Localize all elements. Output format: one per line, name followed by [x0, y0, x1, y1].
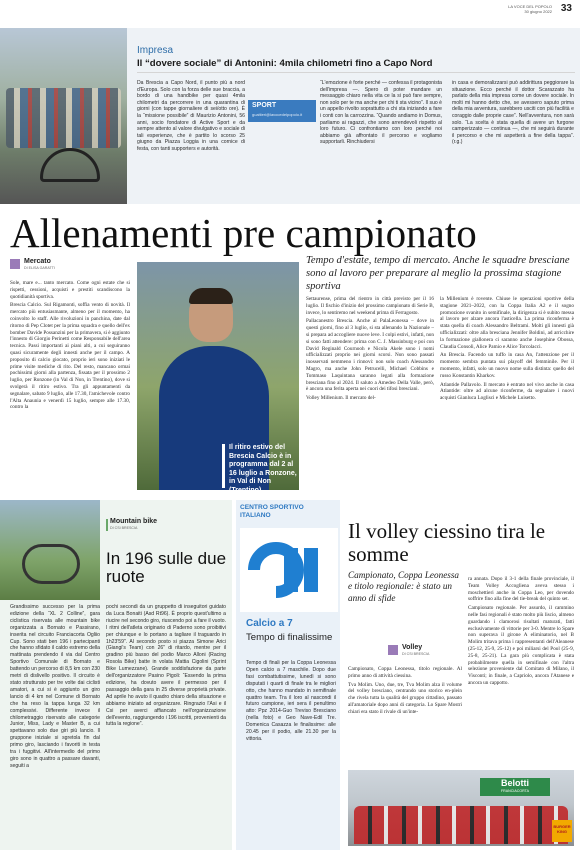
- crowd-shape: [6, 88, 121, 148]
- mtb-photo: [0, 500, 100, 600]
- mtb-section-label: Mountain bike: [110, 518, 158, 525]
- sport-email: gualtieri@lavocedelpopolo.it: [252, 112, 303, 117]
- volley-col2-p1: ra annata. Dopo il 3-1 della finale provinciale, il Team Volley Accogliena aveva stesso i moschettieri anche in Coppa Leo, per dovendo soffrire fino alla fine del tie-break del quinto set.: [468, 576, 574, 603]
- volley-col1: [348, 666, 462, 766]
- main-standfirst: Tempo d'estate, tempo di mercato. Anche le squadre bresciane sono al lavoro per preparare al meglio la prossima stagione sportiva: [306, 255, 570, 292]
- photo-caption: Il ritiro estivo del Brescia Calcio è in programma dal 2 al 16 luglio a Ronzone, in Val di Non (Trentino): [229, 444, 297, 494]
- caption-marker-icon: [222, 444, 225, 488]
- top-article: [0, 28, 580, 204]
- page-header: [470, 3, 574, 17]
- coach-hair: [189, 288, 233, 304]
- handbike-photo: [0, 28, 127, 204]
- top-col3: in casa e demoralizzarsi può addirittura peggiorare la situazione. Ecco perché il dottor Scarazzato ha parlato della mia impresa come un dovere sociale. In molti mi hanno detto che, se avessero saputo prima della mia avventura, sarebbero usciti con più facilità e coraggio dalle proprie case”. Nell'avventura, non sarà solo. “La scelta è stata quella di avere un furgone camperizzato — continua —, che mi seguirà durante il percorso e che mi aspetterà a fine della tappa”. (r.g.): [452, 80, 574, 146]
- main-col1-p2: Brescia Calcio. Sul Rigamonti, soffia vento di novità. Il mercato più entusiasmante, almeno per il momento, ha coinvolto lo staff. Alle rivoluzioni in panchina, date dal ritorno di Pep Clotet per la prima squadra e quello dell'ex bomber Davide Possanzini per la primavera, si è aggiunto l'innesto di Giorgio Perinetti come Responsabile dell'area tecnica. Passi importanti ai piani alti, a cui seguiranno quasi sicuramente degli innesti anche per il campo. A proposito di calcio giocato, proprio ieri sono iniziati le prime visite mediche di rito. Del resto, mancano ormai pochissimi giorni alla partenza, fissata per il prossimo 2 luglio, per Ronzone (in Val di Non, in Trentino), dove si svolgerà il ritiro estivo. Tra gli appuntamenti da segnalare, sabato 9 luglio, alle 17.30, l'amichevole contro l'Alta Anaunia e venerdì 15 luglio, sempre alle 17.30, contro la: [10, 302, 130, 411]
- csi-badge: CENTRO SPORTIVO ITALIANO: [240, 504, 304, 519]
- volley-standfirst: Campionato, Coppa Leonessa e titolo regionale: è stato un anno di sfide: [348, 570, 460, 603]
- players-row: [354, 806, 568, 844]
- csi-logo-area: [240, 528, 338, 612]
- burger-king-sign: BURGER KING: [552, 820, 572, 842]
- sponsor-banner-text: Belotti: [501, 778, 529, 788]
- mtb-col1: Grandissimo successo per la prima edizione della “XL 2 Colline”, gara ciclistica riservata alle mountain bike organizzata a Bornato e Passirano, inserita nel circuito Franciacorta Ogliio Cup. Sono stati ben 196 i partecipanti che hanno sfidato il caldo estremo della mattinata prendendo il via dal Centro Sportivo Comunale di Bornato e battendo un percorso di 8,5 km con 230 metri di dislivello positivo. Il circuito è stato strutturato per tre volte dai ciclisti amatori, a cui si è aggiunto un giro lancio di 4 km nel Comune di Bornato che ha reso la tappa lunga 32 km complessivi. Differente invece il chilometraggio riservato alle categorie Junior, Miss, Lady e Master B, a cui spettavano solo due giri più lancio. Il gruppone iniziale si sgretola fin dal primo giro, lasciando i favoriti in testa tra i fuggitivi. All'intermedio del primo giro sono in quattro a passare davanti, seguiti a: [10, 604, 100, 769]
- mtb-marker-icon: [106, 519, 108, 531]
- volley-section-label: Volley: [402, 644, 423, 651]
- csi-logo-icon: [240, 528, 338, 612]
- mercato-section: [10, 258, 140, 272]
- volley-marker-icon: [388, 645, 398, 655]
- volley-section: [388, 644, 468, 658]
- mtb-byline: DI CSI BRESCIA: [110, 526, 138, 530]
- sponsor-banner: [480, 778, 550, 796]
- top-divider: [137, 72, 575, 73]
- top-col2: “L'emozione è forte perché — confessa il protagonista dell'impresa —. Spero di poter mandare un messaggio chiaro nella vita ce la si può fare sempre, non solo per te ma anche per chi ti sta vicino”. Il suo è un appello rivolto soprattutto a chi sta iniziando a fare i conti con la carrozzina. “Quando andiamo in Domus, parliamo ai ragazzi, che sono arrendevoli rispetto al loro futuro. Ci confrontiamo con loro perché noi abbiamo già affrontato il percorso e vogliamo supportarli. Rinchiudersi: [320, 80, 442, 146]
- volley-col2: [468, 576, 574, 766]
- top-col1: Da Brescia a Capo Nord, il punto più a nord d'Europa. Solo con la forza delle sue braccia, a bordo di una handbike per quasi 4mila chilometri da percorrere in una quarantina di giorni (con tappe giornaliere di sei/otto ore). È la “missione possibile” di Maurizio Antonini, 56 anni, socio fondatore di Active Sport e da sempre attento al valore divulgativo e sociale di tali esperienze, che è partito lo scorso 25 giugno da Piazza Loggia in una cornice di festa, con tanti supporters e autorità.: [137, 80, 245, 152]
- csi-subtitle: Tempo di finalissime: [246, 632, 333, 643]
- mtb-title: In 196 sulle due ruote: [106, 549, 227, 586]
- main-headline: Allenamenti pre campionato: [10, 210, 477, 256]
- volley-byline: DI CSI BRESCIA: [402, 652, 430, 656]
- main-col1-p1: Sole, mare e... tanto mercato. Come ogni estate che si rispetti, cessioni, acquisti e prestiti scandiscono la quotidianità sportiva.: [10, 280, 130, 300]
- main-col3-p1: la Millenium è rovente. Chiuse le operazioni sportive della stagione 2021–2022, con la Coppa Italia A2 e il sogno promozione svanito in semifinale, la dirigenza si è subito messa al lavoro per alzare ancora l'asticella. La prima riconferma è stata quella di coach Alessandro Beltrami. Molti gli innesti già ufficializzati: oltre alla bresciana Jennifer Boldini, ad arricchire la formazione giallonera ci saranno anche Josephine Obossa, Claudia Consoli, Alice Pamio e Alice Torcolacci.: [440, 296, 574, 350]
- volley-headline: Il volley ciessino tira le somme: [348, 519, 546, 566]
- bike-shape: [22, 544, 80, 584]
- sport-badge: [248, 100, 316, 122]
- main-col1: [10, 280, 130, 490]
- mtb-section: [106, 518, 226, 532]
- sponsor-banner-sub: FRANCIACORTA: [500, 789, 530, 793]
- main-col3-p3: Atlantide Pallavolo. Il mercato è entrato nel vivo anche in casa Atlantide: oltre ad alcune riconferme, da segnalare i nuovi acquisti Gianluca Loglisci e Michele Luisetto.: [440, 381, 574, 402]
- volley-col2-p2: Campionato regionale. Per assurdo, il cammino nelle fasi regionali è stato molto più liscio, almeno guardando i clamorosi risultati maturati, fatti esclusivamente di vittorie per 3-0. Mentre lo Spare non superava il girone A eliminatorio, nel B Molim tritava prima i rappresentanti dell'Aleanese (25-12, 25-9, 25-12) e poi miliarsi del Pool (25-9, 25-8, 25-21). La gara più complicata è stata probabilmente quella in semifinale con l'altra selezione proveniente dal Comitato di Milano, il Visconti; in finale, a Capriolo, ancora l'Atanese e ancora un cappotto.: [468, 605, 574, 686]
- main-col2-p2: Pallacanestro Brescia. Anche al PalaLeonessa – dove in questi giorni, fino al 3 luglio, si sta allenando la Nazionale – si prepara ad accogliere nuove leve. I colpi estivi, infatti, non si sono fatti attendere: prima con C. J. Massinburg e poi con David Reginald Cournooh e Nicola Akele sono i nomi ufficializzati proprio nei giorni scorsi. Non sono passati inosservati nemmeno i rinnovi: non solo coach Alessandro Magro, ma anche John Petrucelli, Michael Cobbins e Tommaso Laquintana saranno legati alla formazione bresciana fino al 2024. Il saluto a Amedeo Della Valle, però, è ancora una ferita aperta nei cuori dei tifosi bresciani.: [306, 318, 434, 393]
- top-kicker: Impresa: [137, 45, 174, 56]
- csi-title: Calcio a 7: [246, 618, 293, 629]
- mtb-col2: pochi secondi da un gruppetto di inseguitori guidato da Luca Bonaiti (Asd Rt96). È proprio quest'ultimo a riucire nel secondo giro, riuscendo poi a fare il vuoto. I ritmi dell'atleta originario di Paderno sono proibitivi per chiunque e lo portano a tagliare il traguardo in 1h23'59". Al secondo posto si piazza Simone Arici (Giangi's Team) con 26" di ritardo, mentre per il gradino più basso del podio Marco Alloni (Racing Rosola Bike) batte in volata Mattia Cigolini (Sprint Bike Lumezzane). Grande soddisfazione da parte dell'organizzatore Pasino Pigoli: “Essendo la prima edizione, ha dovuto avere il permesso per il passaggio della gara in 25 diverse proprietà private. Ad aprile ho avuto il quadro chiaro della situazione e abbiamo iniziato ad organizzare. Ringrazio l'Asi e il Csi per averci affiancato nell'organizzazione dell'evento, raggiungendo i 196 iscritti, provenienti da tutta la regione”.: [106, 604, 226, 728]
- page-number: 33: [560, 3, 572, 14]
- main-col2-p3: Volley Millenium. Il mercato del-: [306, 395, 376, 402]
- top-title: Il “dovere sociale” di Antonini: 4mila chilometri fino a Capo Nord: [137, 58, 433, 69]
- main-col2-p1: Settaurense, prima del rientro in città previsto per il 16 luglio. Il fischio d'inizio del prossimo campionato di Serie B, invece, lo sentiremo nel weekend prima di Ferragosto.: [306, 296, 434, 316]
- section-marker-icon: [10, 259, 20, 269]
- main-col3-p2: An Brescia. Facendo un tuffo in casa An, l'attenzione per il momento sembra puntata sui playoff del femminile. Per il momento, infatti, solo un nuovo nome sulla distinta: quello del russo Konstantin Kharkov.: [440, 352, 574, 379]
- issue-date: 30 giugno 2022: [524, 9, 552, 14]
- section-byline: DI ELISA GARATTI: [24, 266, 55, 270]
- sport-badge-label: SPORT: [252, 102, 277, 109]
- main-col2: [306, 296, 434, 492]
- paper-name: LA VOCE DEL POPOLO: [508, 4, 552, 9]
- volley-team-photo: [348, 770, 574, 846]
- main-col3: [440, 296, 574, 492]
- section-label: Mercato: [24, 258, 51, 265]
- volley-col1-p1: Campionato, Coppa Leonessa, titolo regionale. Al primo anno di attività ciessina.: [348, 666, 462, 679]
- csi-body: Tempo di finali per la Coppa Leonessa Open calcio a 7 maschile. Dopo due fasi combattutissime, lunedì si sono disputati i quarti di finale tra le migliori otto, che hanno mandato in semifinale quattro team. Tra il loro al nascondi il futuro campione, ieri sera il penultimo atto: Ppz 2014-Guo Treviso Bresciano (nella foto) e Geo Nave-Edil Tre. Domenica Casazza le finalissime: alle 20.45 per il podio, alle 21.30 per la vittoria.: [246, 660, 336, 742]
- handbike-shape: [40, 148, 100, 182]
- volley-col1-p2: Tva Molim. Uno, due, tre, Tva Molim alza il volume del volley bresciano, centrando uno storico en-plein che rivela tutta la qualità del gruppo cittadino, passato all'amatoriale dopo anni di categoria. Lo Spare Mostri chiari era stato il rivale di un'inte-: [348, 681, 462, 715]
